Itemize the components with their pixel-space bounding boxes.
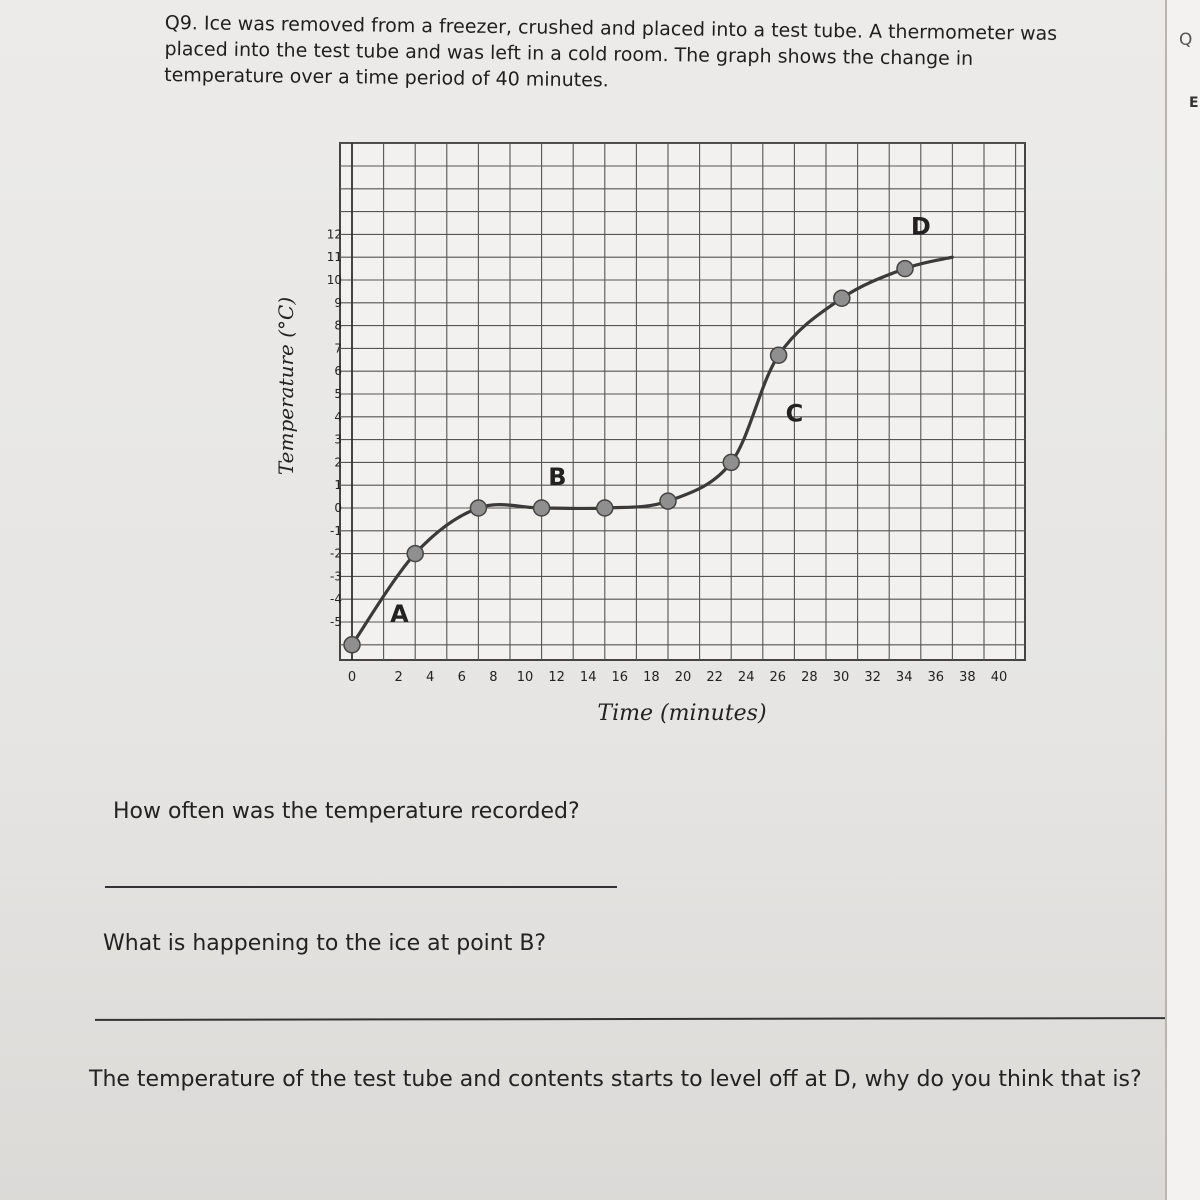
y-axis-title: Temperature (°C) — [274, 296, 298, 476]
x-tick-label: 0 — [347, 670, 357, 685]
x-tick-label: 8 — [489, 670, 498, 685]
x-tick-label: 34 — [895, 670, 913, 685]
question-text: Q9. Ice was removed from a freezer, crushed and placed into a test tube. A thermometer was placed into the test tube and was left in a cold room. The graph shows the change in temperature over a time period of 40 minutes. — [164, 11, 1058, 92]
x-tick-label: 24 — [737, 670, 755, 685]
prompt-point-d: The temperature of the test tube and contents starts to level off at D, why do you think that is? — [89, 1067, 1142, 1092]
point-label-d: D — [910, 212, 931, 241]
y-tick-label: 2 — [334, 455, 342, 470]
point-label-a: A — [390, 600, 409, 628]
x-tick-label: 18 — [643, 670, 660, 685]
y-tick-label: 11 — [326, 250, 342, 265]
data-point — [771, 347, 787, 363]
x-tick-label: 30 — [832, 670, 850, 685]
data-point — [834, 290, 850, 306]
y-tick-label: 1 — [334, 478, 342, 493]
next-page-edge — [1165, 0, 1200, 1200]
next-page-tag-2: E — [1189, 95, 1199, 111]
y-tick-label: 4 — [334, 409, 342, 424]
y-tick-label: 5 — [334, 387, 342, 401]
data-point — [897, 261, 913, 277]
y-tick-label: 6 — [334, 364, 342, 379]
answer-line-2[interactable] — [95, 1017, 1165, 1021]
y-tick-label: -3 — [330, 569, 342, 584]
x-tick-label: 38 — [959, 670, 976, 685]
point-label-c: C — [785, 399, 804, 428]
data-point — [344, 637, 360, 653]
x-tick-label: 32 — [864, 670, 881, 685]
x-tick-label: 2 — [394, 670, 403, 685]
x-tick-label: 14 — [579, 670, 597, 685]
prompt-point-b: What is happening to the ice at point B? — [103, 931, 547, 956]
y-tick-label: -4 — [330, 592, 342, 607]
x-tick-label: 28 — [801, 670, 818, 685]
answer-line-1[interactable] — [105, 886, 617, 888]
data-point — [660, 493, 676, 509]
x-tick-label: 26 — [769, 670, 787, 685]
y-tick-label: -1 — [330, 523, 342, 538]
x-tick-label: 40 — [990, 670, 1008, 685]
y-tick-label: 8 — [334, 318, 342, 333]
y-tick-label: -2 — [330, 546, 342, 561]
data-point — [597, 500, 613, 516]
prompt-recording-interval: How often was the temperature recorded? — [113, 799, 580, 824]
point-label-b: B — [548, 463, 567, 492]
x-tick-label: 20 — [674, 670, 692, 685]
y-tick-label: -5 — [330, 615, 342, 629]
y-tick-label: 12 — [326, 227, 342, 242]
x-tick-label: 6 — [457, 670, 466, 685]
x-tick-label: 10 — [516, 670, 534, 685]
next-page-tag: Q — [1179, 30, 1193, 50]
x-tick-label: 22 — [706, 670, 723, 685]
x-axis-title: Time (minutes) — [597, 701, 767, 726]
x-tick-label: 36 — [927, 670, 945, 685]
x-tick-label: 12 — [548, 670, 565, 685]
y-tick-label: 10 — [326, 273, 342, 287]
x-tick-label: 4 — [426, 670, 435, 685]
data-point — [407, 546, 423, 562]
y-tick-label: 9 — [334, 295, 342, 310]
data-point — [470, 500, 486, 516]
data-point — [534, 500, 550, 516]
y-tick-label: 3 — [334, 432, 342, 447]
y-tick-label: 7 — [334, 341, 342, 356]
y-tick-label: 0 — [334, 501, 342, 515]
x-tick-label: 16 — [611, 670, 629, 685]
data-point — [723, 454, 739, 470]
